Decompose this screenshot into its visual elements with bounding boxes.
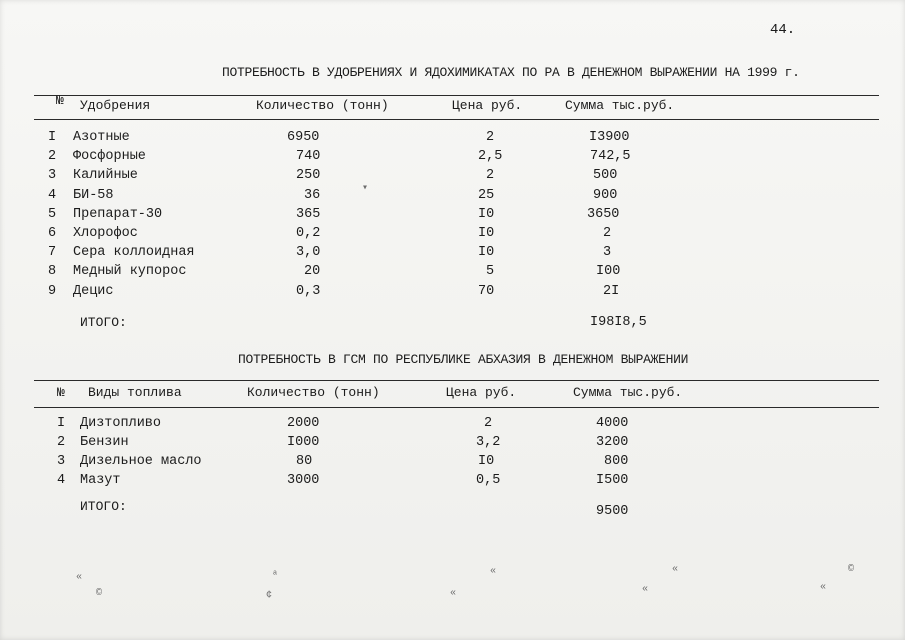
table1-title: ПОТРЕБНОСТЬ В УДОБРЕНИЯХ И ЯДОХИМИКАТАХ ПО РА В ДЕНЕЖНОМ ВЫРАЖЕНИИ НА 1999 г. [222, 65, 800, 80]
table2-header-sum: Сумма тыс.руб. [573, 385, 683, 400]
table1-header-bottom-rule [34, 119, 879, 120]
row-name: Препарат-30 [73, 207, 163, 222]
table2-header-name: Виды топлива [88, 385, 182, 400]
row-qty: 6950 [287, 130, 320, 145]
row-no: 9 [48, 284, 57, 299]
scan-speck: ¢ [266, 590, 273, 601]
row-qty: 740 [296, 149, 321, 164]
row-no: 6 [48, 226, 57, 241]
row-sum: I00 [596, 264, 621, 279]
row-sum: 4000 [596, 416, 629, 431]
row-price: I0 [478, 207, 495, 222]
table2-total-label: ИТОГО: [80, 499, 127, 514]
row-sum: I500 [596, 473, 629, 488]
row-no: 4 [57, 473, 66, 488]
row-price: I0 [478, 454, 495, 469]
table2-header-top-rule [34, 380, 879, 381]
scan-speck: ᵃ [272, 570, 279, 581]
row-no: 5 [48, 207, 57, 222]
row-name: Фосфорные [73, 149, 146, 164]
row-price: 5 [486, 264, 495, 279]
row-price: 3,2 [476, 435, 501, 450]
scan-speck: « [672, 564, 679, 575]
row-no: I [57, 416, 66, 431]
row-qty: 80 [296, 454, 313, 469]
row-no: 2 [48, 149, 57, 164]
table2-header-qty: Количество (тонн) [247, 385, 380, 400]
row-name: Сера коллоидная [73, 245, 195, 260]
row-price: 70 [478, 284, 495, 299]
row-qty: 365 [296, 207, 321, 222]
row-price: 2 [484, 416, 493, 431]
row-sum: 3650 [587, 207, 620, 222]
scan-speck: « [642, 584, 649, 595]
row-sum: 2 [603, 226, 612, 241]
table1-header-no: № [56, 93, 64, 108]
row-name: Бензин [80, 435, 129, 450]
scan-speck: « [76, 572, 83, 583]
scan-speck: ▾ [362, 183, 369, 194]
row-sum: 800 [604, 454, 629, 469]
page-number: 44. [770, 22, 796, 38]
row-qty: 250 [296, 168, 321, 183]
row-name: Дизтопливо [80, 416, 162, 431]
row-name: Медный купорос [73, 264, 187, 279]
scan-speck: « [490, 566, 497, 577]
table1-total-sum: I98I8,5 [590, 315, 647, 330]
row-sum: I3900 [589, 130, 630, 145]
row-no: 4 [48, 188, 57, 203]
row-price: 2,5 [478, 149, 503, 164]
row-no: 3 [57, 454, 66, 469]
row-no: 2 [57, 435, 66, 450]
scan-speck: © [96, 588, 103, 599]
row-qty: I000 [287, 435, 320, 450]
row-sum: 500 [593, 168, 618, 183]
row-sum: 3200 [596, 435, 629, 450]
row-name: Децис [73, 284, 114, 299]
table2-header-no: № [57, 385, 65, 400]
row-no: 7 [48, 245, 57, 260]
scan-speck: « [820, 582, 827, 593]
row-no: I [48, 130, 57, 145]
row-name: Азотные [73, 130, 130, 145]
table1-header-price: Цена руб. [452, 98, 523, 113]
row-qty: 0,2 [296, 226, 321, 241]
row-name: Дизельное масло [80, 454, 202, 469]
row-name: Мазут [80, 473, 121, 488]
row-no: 3 [48, 168, 57, 183]
row-sum: 3 [603, 245, 612, 260]
row-price: I0 [478, 245, 495, 260]
table2-header-bottom-rule [34, 407, 879, 408]
row-name: БИ-58 [73, 188, 114, 203]
row-sum: 900 [593, 188, 618, 203]
table1-total-label: ИТОГО: [80, 315, 127, 330]
table2-header-price: Цена руб. [446, 385, 517, 400]
table1-header-name: Удобрения [80, 98, 151, 113]
scan-speck: © [848, 564, 855, 575]
row-price: 2 [486, 168, 495, 183]
row-price: I0 [478, 226, 495, 241]
scan-speck: « [450, 588, 457, 599]
row-price: 25 [478, 188, 495, 203]
row-price: 0,5 [476, 473, 501, 488]
table1-header-top-rule [34, 95, 879, 96]
table2-title: ПОТРЕБНОСТЬ В ГСМ ПО РЕСПУБЛИКЕ АБХАЗИЯ В ДЕНЕЖНОМ ВЫРАЖЕНИИ [238, 352, 689, 367]
row-no: 8 [48, 264, 57, 279]
row-qty: 3,0 [296, 245, 321, 260]
row-sum: 742,5 [590, 149, 631, 164]
row-price: 2 [486, 130, 495, 145]
row-qty: 2000 [287, 416, 320, 431]
row-sum: 2I [603, 284, 620, 299]
table1-header-sum: Сумма тыс.руб. [565, 98, 675, 113]
row-name: Хлорофос [73, 226, 138, 241]
table2-total-sum: 9500 [596, 504, 629, 519]
table1-header-qty: Количество (тонн) [256, 98, 389, 113]
row-qty: 0,3 [296, 284, 321, 299]
row-name: Калийные [73, 168, 138, 183]
row-qty: 20 [304, 264, 321, 279]
row-qty: 3000 [287, 473, 320, 488]
row-qty: 36 [304, 188, 321, 203]
